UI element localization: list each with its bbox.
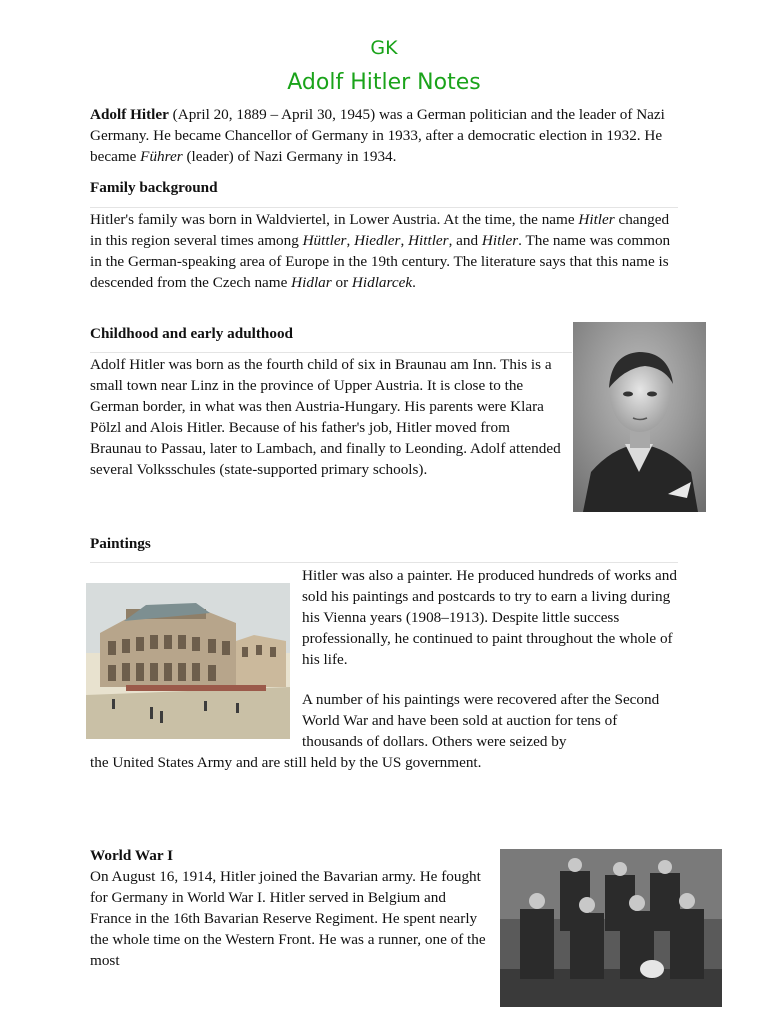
portrait-photo — [573, 322, 706, 512]
childhood-paragraph: Adolf Hitler was born as the fourth child of six in Braunau am Inn. This is a small town near Linz in the province of Upper Austria. It is close to the German border, in what was then Austria-Hungary. His parents were Klara Pölzl and Alois Hitler. Because of his father's job, Hitler moved from Braunau to Passau, later to Lambach, and finally to Leonding. Adolf attended several Volksschules (state-supported primary schools). — [90, 356, 561, 478]
paintings-paragraph-2-continued: the United States Army and are still held by the US government. — [90, 754, 482, 771]
ww1-group-photo — [500, 849, 722, 1007]
divider — [90, 562, 678, 563]
intro-name: Adolf Hitler — [90, 106, 169, 123]
paintings-paragraph-2: A number of his paintings were recovered after the Second World War and have been sold at auction for tens of thousands of dollars. Others were seized by — [302, 691, 660, 750]
document-title: Adolf Hitler Notes — [287, 70, 481, 95]
childhood-heading: Childhood and early adulthood — [90, 325, 293, 342]
paintings-heading: Paintings — [90, 535, 151, 552]
family-paragraph: Hitler's family was born in Waldviertel, in Lower Austria. At the time, the name Hitler changed in this region several times among Hüttler, Hiedler, Hittler, and Hitler. The name was common in the German-speaking area of Europe in the 19th century. The literature says that this name is descended from the Czech name Hidlar or Hidlarcek. — [90, 211, 671, 291]
ww1-paragraph: On August 16, 1914, Hitler joined the Bavarian army. He fought for Germany in World War I. Hitler served in Belgium and France in the 16th Bavarian Reserve Regiment. He spent nearly the whole time on the Western Front. He was a runner, one of the most — [90, 868, 486, 969]
divider — [90, 207, 678, 208]
ww1-heading: World War I — [90, 847, 173, 864]
document-kicker: GK — [370, 37, 398, 59]
divider — [90, 352, 572, 353]
painting-image — [86, 583, 290, 739]
family-heading: Family background — [90, 179, 218, 196]
fuhrer-term: Führer — [140, 148, 183, 165]
paintings-paragraph-1: Hitler was also a painter. He produced hundreds of works and sold his paintings and postcards to try to earn a living during his Vienna years (1908–1913). Despite little success professionally, he continued to paint throughout the whole of his life. — [302, 567, 677, 668]
intro-paragraph: Adolf Hitler (April 20, 1889 – April 30, 1945) was a German politician and the leader of Nazi Germany. He became Chancellor of Germany in 1933, after a democratic election in 1932. He became Führer (leader) of Nazi Germany in 1934. — [90, 106, 665, 165]
